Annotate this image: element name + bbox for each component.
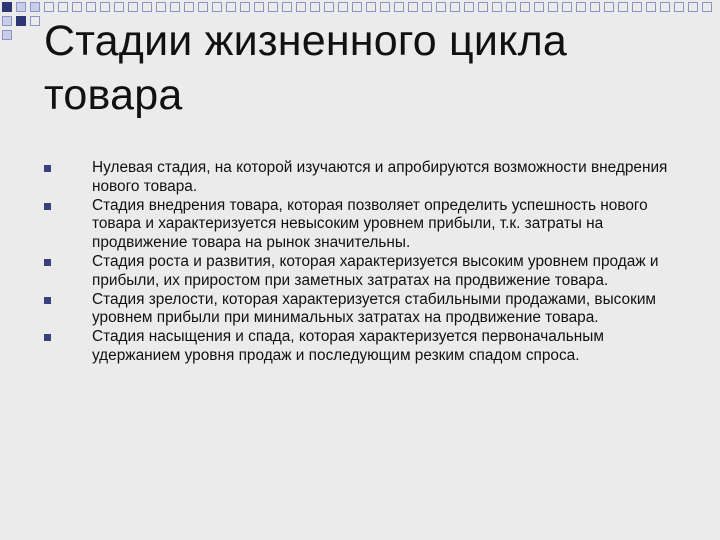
- list-item-text: Стадия внедрения товара, которая позволяет определить успешность нового товара и характеризуется невысоким уровнем прибыли, т.к. затраты на продвижение товара на рынок значительны.: [92, 196, 648, 251]
- square-bullet-icon: [44, 334, 51, 341]
- list-item: [44, 253, 694, 290]
- square-bullet-icon: [44, 203, 51, 210]
- bullet-list: [44, 159, 694, 366]
- list-item: [44, 328, 694, 365]
- square-bullet-icon: [44, 259, 51, 266]
- list-item: [44, 291, 694, 328]
- list-item-text: Стадия роста и развития, которая характеризуется высоким уровнем продаж и прибыли, их приростом при заметных затратах на продвижение товара.: [92, 252, 659, 289]
- list-item-text: Нулевая стадия, на которой изучаются и апробируются возможности внедрения нового товара.: [92, 159, 668, 195]
- list-item: [44, 159, 694, 196]
- square-bullet-icon: [44, 297, 51, 304]
- list-item-text: Стадия насыщения и спада, которая характеризуется первоначальным удержанием уровня продаж и последующим резким спадом спроса.: [92, 328, 604, 364]
- list-item-text: Стадия зрелости, которая характеризуется стабильными продажами, высоким уровнем прибыли при минимальных затратах на продвижение товара.: [92, 290, 657, 327]
- square-bullet-icon: [44, 165, 51, 172]
- slide-title: Стадии жизненного цикла товара: [44, 17, 567, 119]
- list-item: [44, 197, 694, 253]
